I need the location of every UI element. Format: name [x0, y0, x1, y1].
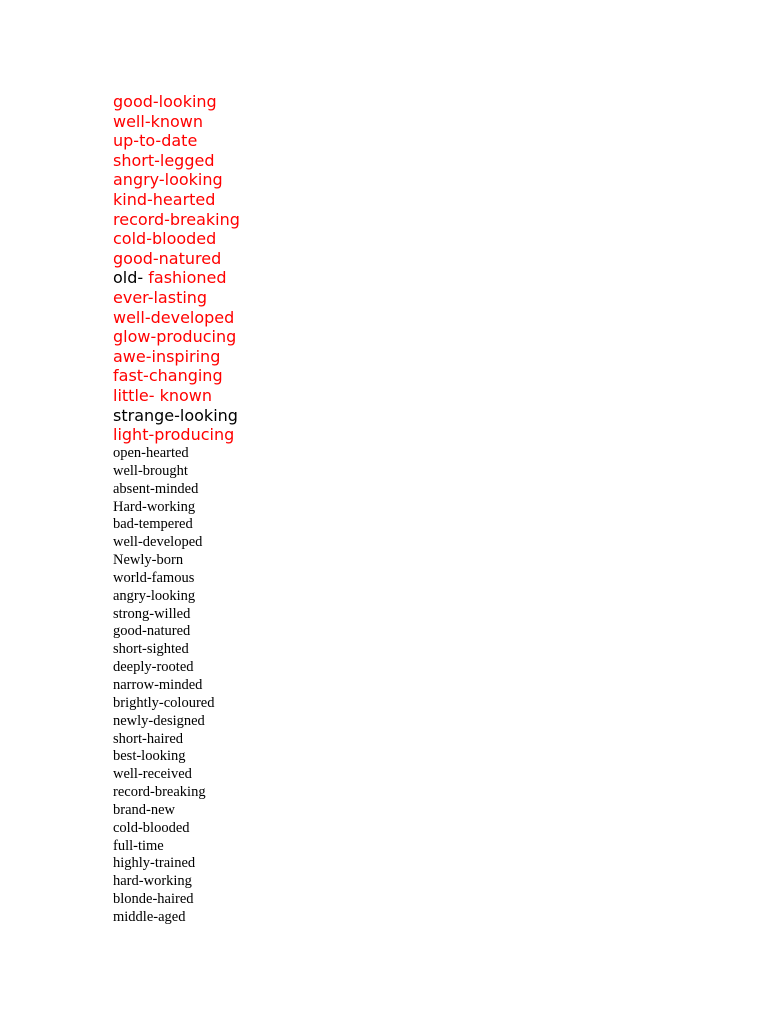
plain-list-item: short-sighted — [113, 641, 189, 658]
plain-list-item: full-time — [113, 837, 164, 854]
highlighted-list-item — [113, 268, 240, 288]
word-segment: glow-producing — [113, 327, 237, 347]
word-segment: good-looking — [113, 92, 217, 111]
plain-list-item: hard-working — [113, 873, 192, 890]
plain-list-item: short-haired — [113, 730, 184, 747]
word-segment: fashioned — [148, 268, 227, 288]
highlighted-list-item — [113, 406, 240, 426]
highlighted-list-item — [113, 327, 240, 347]
word-segment: cold-blooded — [113, 229, 217, 249]
plain-list-item: well-received — [113, 766, 192, 783]
highlighted-list-item — [113, 170, 240, 190]
plain-list-item: blonde-haired — [113, 891, 194, 908]
plain-list-item: angry-looking — [113, 587, 196, 604]
word-segment: angry-looking — [113, 170, 223, 190]
plain-list-item: world-famous — [113, 569, 195, 586]
plain-list-item: cold-blooded — [113, 819, 190, 836]
plain-list-item: good-natured — [113, 623, 191, 640]
word-segment: awe-inspiring — [113, 346, 221, 366]
highlighted-list-item — [113, 190, 240, 210]
word-segment: well-developed — [113, 307, 235, 327]
word-segment: light-producing — [113, 425, 235, 445]
word-segment: up-to-date — [113, 131, 198, 151]
word-segment: short-legged — [113, 150, 215, 170]
word-segment: kind-hearted — [113, 189, 216, 209]
word-segment: fast-changing — [113, 366, 223, 386]
plain-list-item: Newly-born — [113, 552, 184, 569]
plain-word-list — [113, 445, 214, 927]
plain-list-item: open-hearted — [113, 445, 189, 461]
word-segment: little- known — [113, 385, 213, 405]
plain-list-item: absent-minded — [113, 480, 199, 497]
highlighted-list-item — [113, 229, 240, 249]
plain-list-item: narrow-minded — [113, 676, 203, 693]
word-segment: old- — [113, 268, 149, 288]
highlighted-list-item — [113, 151, 240, 171]
plain-list-item: record-breaking — [113, 784, 206, 801]
word-segment: ever-lasting — [113, 287, 208, 307]
plain-list-item: deeply-rooted — [113, 659, 194, 676]
plain-list-item: brand-new — [113, 801, 176, 818]
plain-list-item: best-looking — [113, 748, 186, 765]
highlighted-list-item — [113, 386, 240, 406]
plain-list-item: Hard-working — [113, 498, 196, 515]
plain-list-item: bad-tempered — [113, 516, 193, 533]
highlighted-list-item — [113, 366, 240, 386]
plain-list-item: middle-aged — [113, 908, 186, 925]
highlighted-list-item — [113, 288, 240, 308]
plain-list-item: newly-designed — [113, 712, 205, 729]
highlighted-list-item — [113, 249, 240, 269]
highlighted-list-item — [113, 347, 240, 367]
highlighted-list-item — [113, 112, 240, 132]
plain-list-item: well-developed — [113, 534, 203, 551]
highlighted-list-item — [113, 308, 240, 328]
word-segment: good-natured — [113, 248, 222, 268]
word-segment: strange-looking — [113, 405, 238, 425]
plain-list-item: highly-trained — [113, 855, 196, 872]
highlighted-list-item — [113, 210, 240, 230]
plain-list-item: strong-willed — [113, 605, 191, 622]
highlighted-list-item — [113, 425, 240, 445]
plain-list-item: brightly-coloured — [113, 694, 215, 711]
highlighted-list-item — [113, 131, 240, 151]
highlighted-word-list — [113, 92, 240, 445]
highlighted-list-item — [113, 92, 240, 112]
plain-list-item: well-brought — [113, 462, 188, 479]
word-segment: record-breaking — [113, 209, 240, 229]
word-segment: well-known — [113, 111, 204, 131]
